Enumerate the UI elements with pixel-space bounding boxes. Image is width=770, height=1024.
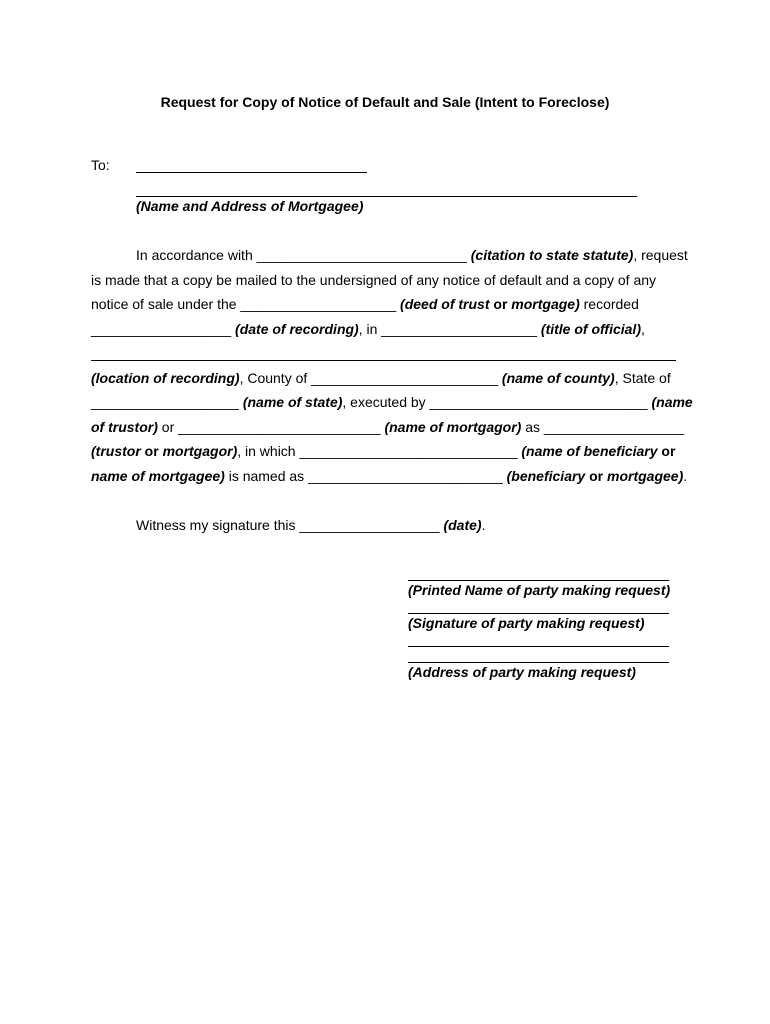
document-title: Request for Copy of Notice of Default and Sale (Intent to Foreclose): [160, 94, 610, 110]
placeholder-name-of-beneficiary: (name of beneficiary: [521, 443, 658, 459]
address-line-1: [408, 646, 669, 647]
body-line-9: [91, 439, 681, 463]
body-text: , in which ____________________________: [237, 443, 522, 459]
body-text: ,: [640, 321, 645, 337]
body-line-6: [91, 366, 681, 390]
body-text: or: [657, 443, 676, 459]
to-label: To:: [91, 157, 110, 173]
placeholder-beneficiary: (beneficiary: [506, 468, 586, 484]
body-line-8: [91, 415, 685, 439]
placeholder-date-of-recording: (date of recording): [235, 321, 359, 337]
placeholder-title-of-official: (title of official): [540, 321, 641, 337]
placeholder-trustor: (trustor: [91, 443, 141, 459]
placeholder-mortgage: mortgage): [511, 296, 580, 312]
placeholder-name-of-trustor: (name: [651, 394, 693, 410]
body-text: , in ____________________: [358, 321, 541, 337]
body-text: __________________: [91, 321, 236, 337]
witness-line: [91, 513, 681, 537]
body-text: or: [140, 443, 163, 459]
body-text: or: [585, 468, 607, 484]
body-text: , State of: [614, 370, 671, 386]
body-text: or: [489, 296, 512, 312]
placeholder-mortgagee: mortgagee): [607, 468, 684, 484]
body-text: recorded: [579, 296, 639, 312]
placeholder-deed-of-trust: (deed of trust: [400, 296, 490, 312]
body-line-3: [91, 292, 681, 316]
placeholder-date: (date): [443, 517, 482, 533]
printed-name-caption: (Printed Name of party making request): [408, 582, 671, 598]
body-line-4: [91, 317, 681, 341]
body-text: , executed by ____________________________: [342, 394, 652, 410]
body-text: as __________________: [521, 419, 685, 435]
address-caption: (Address of party making request): [408, 664, 636, 680]
body-line-7: [91, 390, 693, 414]
body-text: , request: [633, 247, 688, 263]
placeholder-citation: (citation to state statute): [470, 247, 634, 263]
body-line-1: [91, 243, 688, 267]
body-text: or __________________________: [157, 419, 385, 435]
body-text: notice of sale under the ____________________: [91, 296, 401, 312]
placeholder-location-of-recording: (location of recording): [91, 370, 240, 386]
addressee-line-1: [136, 172, 367, 173]
placeholder-name-of-mortgagor: (name of mortgagor): [384, 419, 522, 435]
placeholder-name-of-state: (name of state): [242, 394, 343, 410]
placeholder-name-of-county: (name of county): [501, 370, 615, 386]
placeholder-mortgagor: mortgagor): [162, 443, 238, 459]
body-text: is made that a copy be mailed to the undersigned of any notice of default and a copy of any: [91, 272, 657, 288]
body-blank-line: [91, 360, 676, 361]
placeholder-name-of-mortgagee: name of mortgagee): [91, 468, 225, 484]
body-text: .: [481, 517, 486, 533]
body-text: , County of ________________________: [239, 370, 502, 386]
signature-caption: (Signature of party making request): [408, 615, 645, 631]
body-text: Witness my signature this __________________: [136, 517, 444, 533]
body-text: ___________________: [91, 394, 243, 410]
addressee-caption: (Name and Address of Mortgagee): [136, 198, 364, 214]
body-text: is named as _________________________: [224, 468, 507, 484]
body-text: .: [683, 468, 688, 484]
body-text: In accordance with ___________________________: [136, 247, 471, 263]
body-line-10: [91, 464, 688, 488]
body-line-2: [91, 268, 681, 292]
placeholder-name-of-trustor-cont: of trustor): [91, 419, 158, 435]
